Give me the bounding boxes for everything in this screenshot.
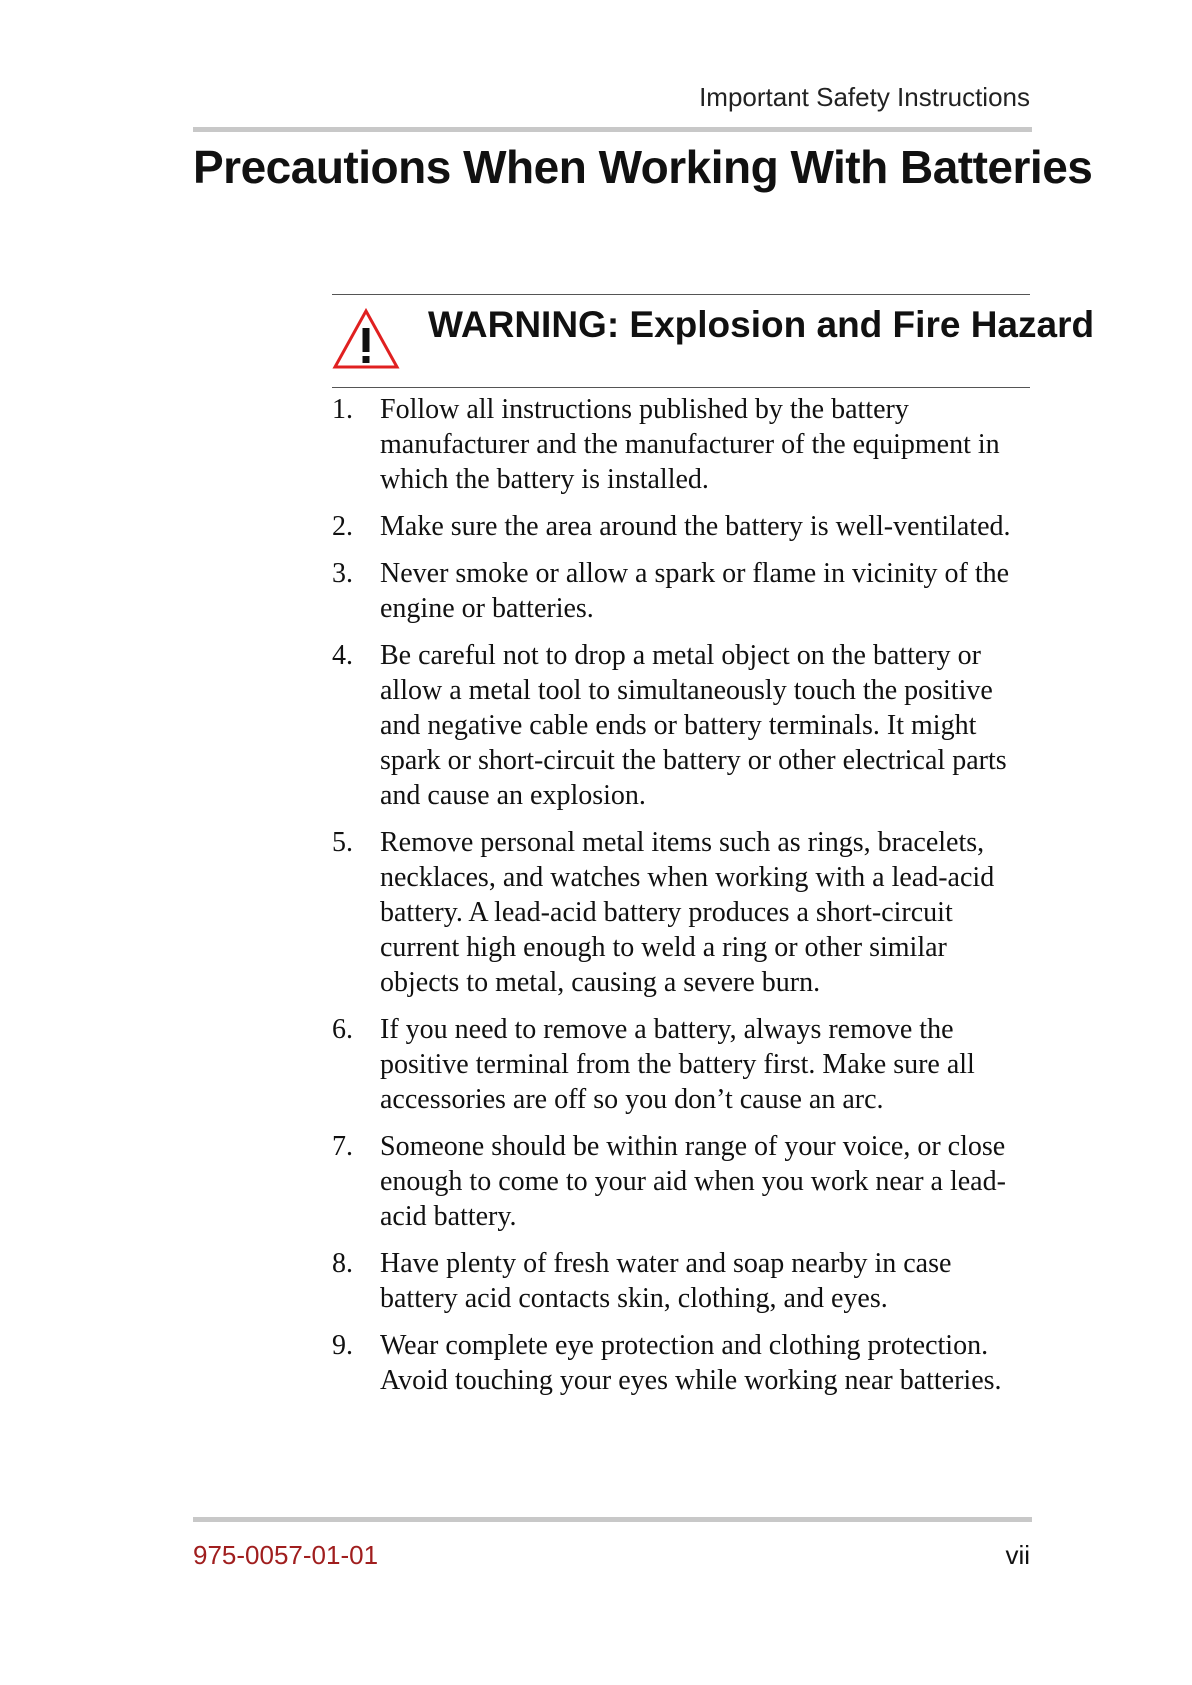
step-text: If you need to remove a battery, always remove the positive terminal from the battery first. Make sure all accessories are off so you don’t cause an arc. [380,1014,975,1115]
step-number: 3. [332,558,353,589]
page-number: vii [1005,1540,1030,1570]
list-item [332,638,1032,813]
running-header: Important Safety Instructions [699,82,1030,112]
step-number: 1. [332,394,353,425]
step-text: Never smoke or allow a spark or flame in vicinity of the engine or batteries. [380,558,1010,624]
list-item [332,1328,1032,1398]
list-item [332,556,1032,626]
warning-triangle-icon [332,308,400,370]
header-rule [193,127,1032,132]
warning-title: WARNING: Explosion and Fire Hazard [428,304,1095,345]
step-text: Wear complete eye protection and clothing protection. Avoid touching your eyes while working near batteries. [380,1330,1002,1396]
step-text: Someone should be within range of your voice, or close enough to come to your aid when you work near a lead-acid battery. [380,1131,1006,1232]
safety-steps-list [332,392,1032,1410]
step-number: 6. [332,1014,353,1045]
step-number: 5. [332,827,353,858]
document-number: 975-0057-01-01 [193,1540,379,1570]
step-text: Remove personal metal items such as rings, bracelets, necklaces, and watches when working with a lead-acid battery. A lead-acid battery produces a short-circuit current high enough to weld a ring or other similar objects to metal, causing a severe burn. [380,827,995,998]
list-item [332,1129,1032,1234]
step-text: Have plenty of fresh water and soap nearby in case battery acid contacts skin, clothing, and eyes. [380,1248,952,1314]
step-number: 7. [332,1131,353,1162]
step-number: 8. [332,1248,353,1279]
warning-rule-top [332,294,1030,295]
step-number: 4. [332,640,353,671]
list-item [332,825,1032,1000]
list-item [332,392,1032,497]
step-text: Follow all instructions published by the battery manufacturer and the manufacturer of the equipment in which the battery is installed. [380,394,1000,495]
page-title: Precautions When Working With Batteries [193,141,1093,193]
step-number: 9. [332,1330,353,1361]
warning-rule-bottom [332,387,1030,388]
list-item [332,1012,1032,1117]
list-item [332,509,1032,544]
step-number: 2. [332,511,353,542]
step-text: Be careful not to drop a metal object on the battery or allow a metal tool to simultaneously touch the positive and negative cable ends or battery terminals. It might spark or short-circuit the battery or other electrical parts and cause an explosion. [380,640,1007,811]
list-item [332,1246,1032,1316]
footer-rule [193,1517,1032,1522]
step-text: Make sure the area around the battery is well-ventilated. [380,511,1011,542]
